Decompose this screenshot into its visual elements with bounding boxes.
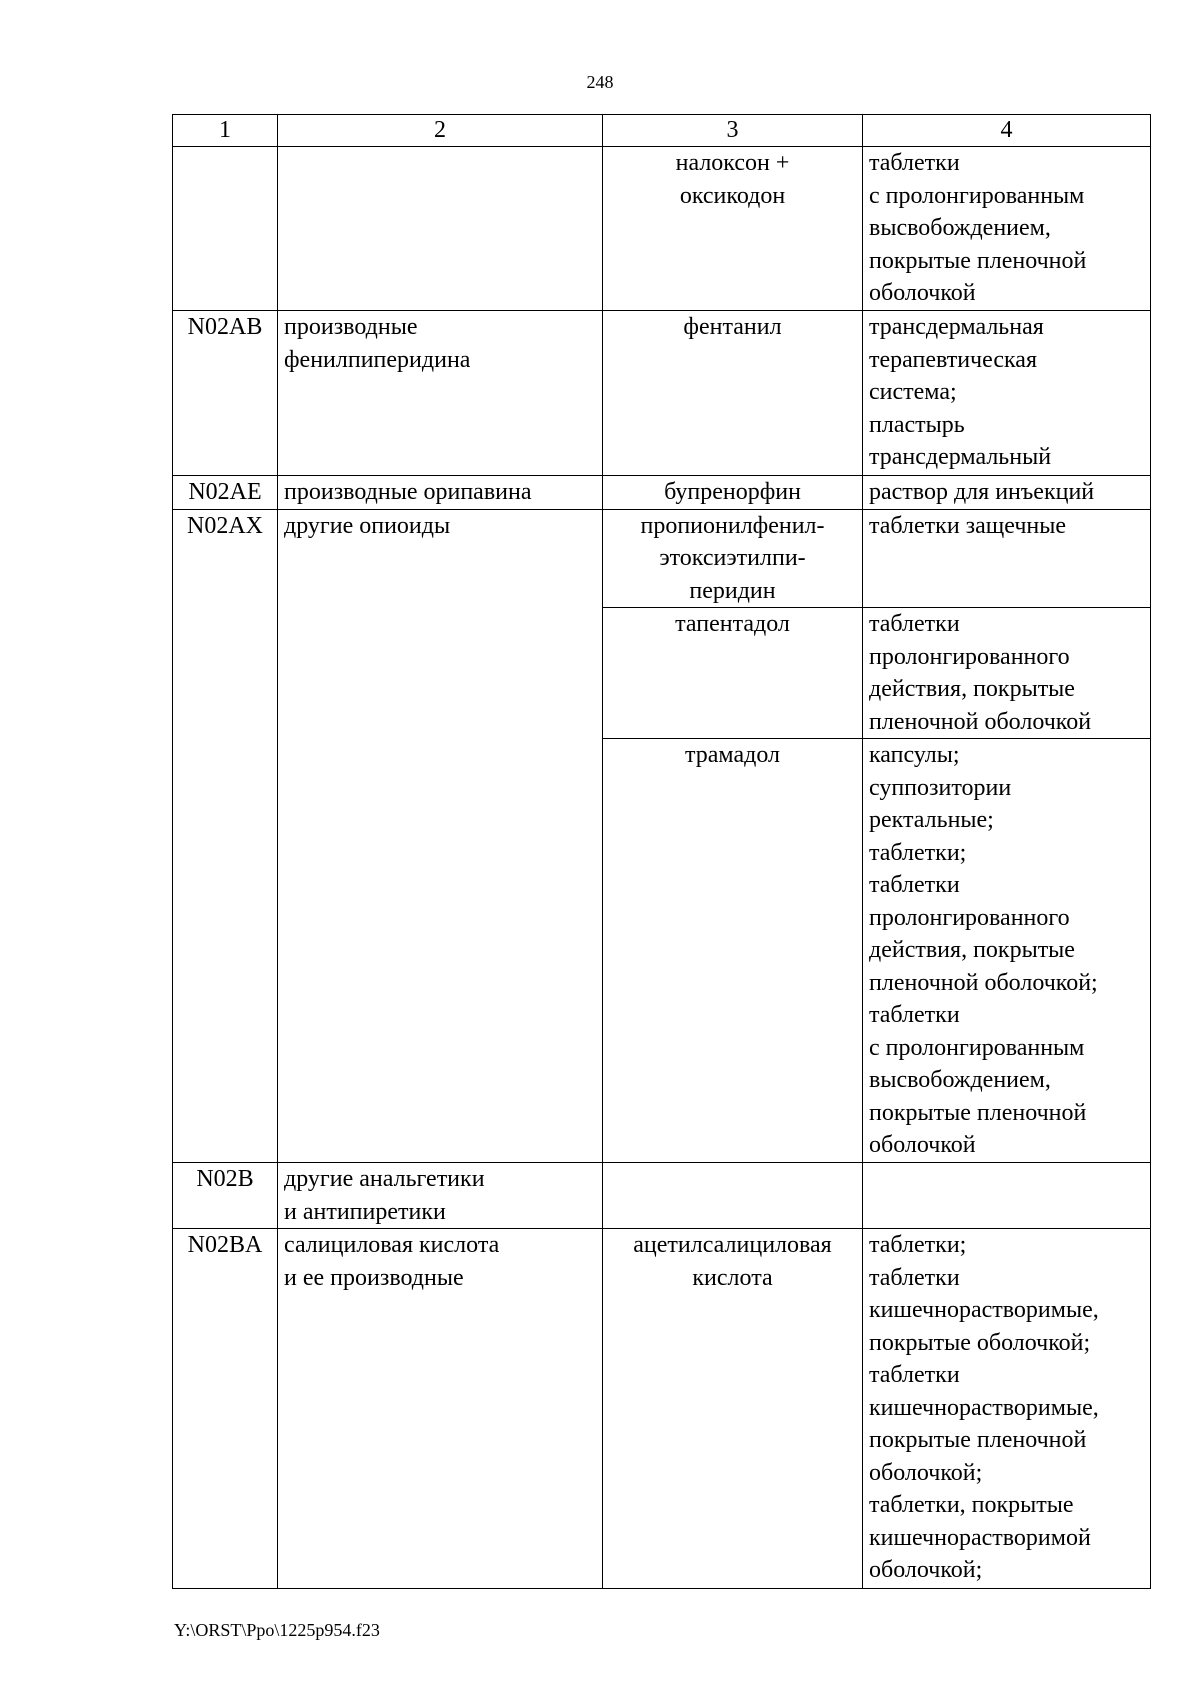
group-name-cell: производные орипавина [278,476,603,510]
table-row [173,476,1151,510]
header-cell-2: 2 [278,115,603,147]
table-header-row [173,115,1151,147]
drug-name-cell: трамадол [603,739,863,1163]
group-name-cell: салициловая кислота и ее производные [278,1229,603,1589]
drug-name-cell: бупренорфин [603,476,863,510]
table-row [173,1229,1151,1589]
table-row [173,1163,1151,1229]
drug-name-cell: пропионилфенил- этоксиэтилпи- перидин [603,509,863,608]
atc-code-cell: N02AX [173,509,278,1163]
header-cell-4: 4 [863,115,1151,147]
group-name-cell: другие анальгетики и антипиретики [278,1163,603,1229]
header-cell-1: 1 [173,115,278,147]
group-name-cell: производные фенилпиперидина [278,311,603,476]
atc-code-cell: N02AB [173,311,278,476]
dosage-form-cell: таблетки пролонгированного действия, покрытые пленочной оболочкой [863,608,1151,739]
table-row [173,147,1151,311]
page-number: 248 [586,72,614,92]
atc-code-cell: N02AE [173,476,278,510]
drug-name-cell [603,1163,863,1229]
atc-code-cell: N02B [173,1163,278,1229]
dosage-form-cell [863,1163,1151,1229]
table-row [173,311,1151,476]
drug-name-cell: налоксон + оксикодон [603,147,863,311]
table-row [173,509,1151,608]
group-name-cell [278,147,603,311]
atc-code-cell: N02BA [173,1229,278,1589]
dosage-form-cell: капсулы; суппозитории ректальные; таблетки; таблетки пролонгированного действия, покрытые пленочной оболочкой; таблетки с пролонгированным высвобождением, покрытые пленочной оболочкой [863,739,1151,1163]
dosage-form-cell: таблетки; таблетки кишечнорастворимые, покрытые оболочкой; таблетки кишечнорастворимые, покрытые пленочной оболочкой; таблетки, покрытые кишечнорастворимой оболочкой; [863,1229,1151,1589]
drug-table [172,114,1151,1589]
file-path-footer: Y:\ORST\Ppo\1225p954.f23 [174,1620,380,1640]
drug-name-cell: тапентадол [603,608,863,739]
dosage-form-cell: раствор для инъекций [863,476,1151,510]
atc-code-cell [173,147,278,311]
header-cell-3: 3 [603,115,863,147]
dosage-form-cell: таблетки защечные [863,509,1151,608]
drug-name-cell: ацетилсалициловая кислота [603,1229,863,1589]
dosage-form-cell: трансдермальная терапевтическая система; пластырь трансдермальный [863,311,1151,476]
dosage-form-cell: таблетки с пролонгированным высвобождением, покрытые пленочной оболочкой [863,147,1151,311]
group-name-cell: другие опиоиды [278,509,603,1163]
drug-name-cell: фентанил [603,311,863,476]
